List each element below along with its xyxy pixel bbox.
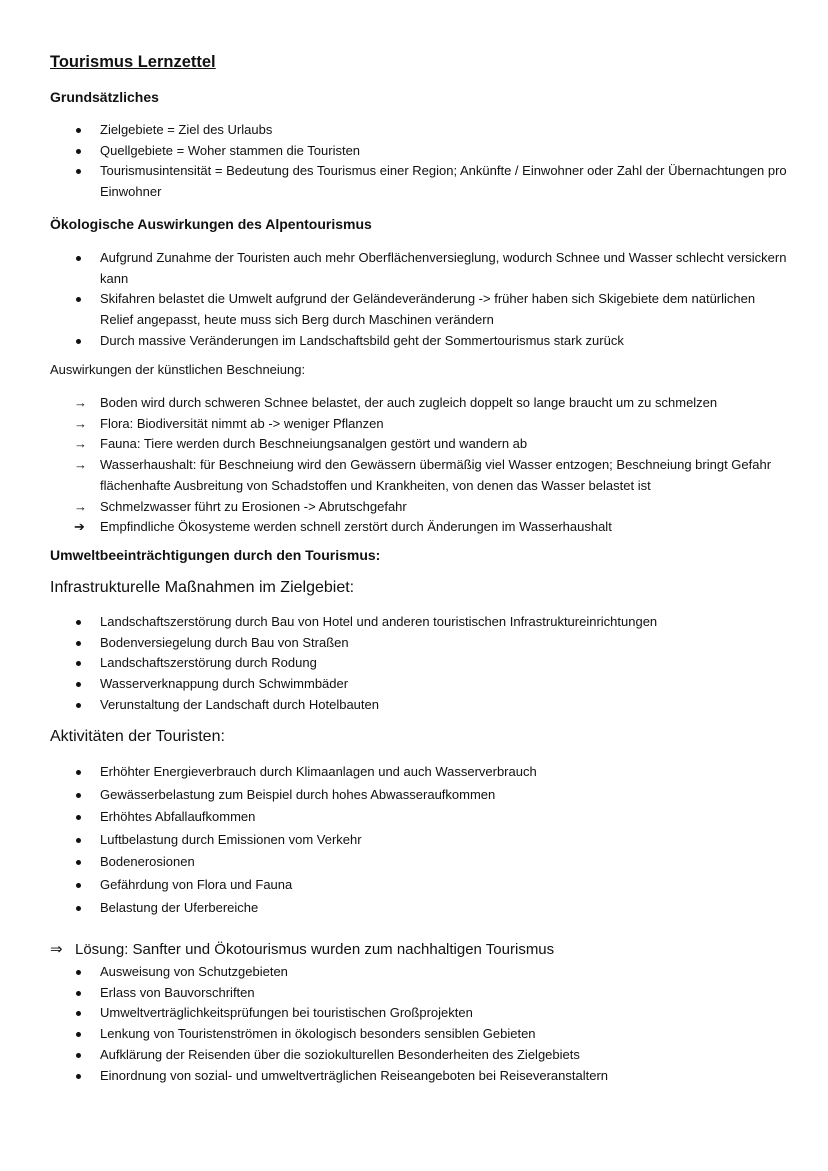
- bold-arrow-icon: ➔: [74, 519, 85, 535]
- heading-oekologisch: Ökologische Auswirkungen des Alpentourismus: [50, 216, 372, 232]
- list-item: Erhöhtes Abfallaufkommen: [100, 809, 256, 825]
- list-item: Landschaftszerstörung durch Bau von Hotel und anderen touristischen Infrastruktureinrichtungen: [100, 614, 658, 629]
- list-item: Wasserverknappung durch Schwimmbäder: [100, 676, 349, 692]
- list-item: Ausweisung von Schutzgebieten: [100, 964, 288, 979]
- heading-aktivitaeten: Aktivitäten der Touristen:: [50, 728, 225, 745]
- list-item: Landschaftszerstörung durch Rodung: [100, 655, 317, 671]
- list-item: → Boden wird durch schweren Schnee belastet, der auch zugleich doppelt so lange braucht um zu schmelzen: [50, 393, 788, 414]
- list-item: Luftbelastung durch Emissionen vom Verkehr: [100, 831, 362, 847]
- list-item: Lenkung von Touristenströmen in ökologisch besonders sensiblen Gebieten: [100, 1026, 536, 1042]
- list-item: Erhöhter Energieverbrauch durch Klimaanlagen und auch Wasserverbrauch: [100, 764, 537, 779]
- list-item: Tourismusintensität = Bedeutung des Tourismus einer Region; Ankünfte / Einwohner oder Zahl der Übernachtungen pro Einwohner: [100, 163, 787, 200]
- heading-infrastruktur: Infrastrukturelle Maßnahmen im Zielgebiet:: [50, 579, 355, 596]
- label-beschneiung: Auswirkungen der künstlichen Beschneiung:: [50, 362, 306, 377]
- list-item: ➔ Empfindliche Ökosysteme werden schnell zerstört durch Änderungen im Wasserhaushalt: [50, 517, 788, 538]
- list-aktivitaeten: [50, 761, 788, 919]
- arrow-icon: →: [74, 395, 87, 410]
- list-item: → Flora: Biodiversität nimmt ab -> weniger Pflanzen: [50, 414, 788, 435]
- arrow-icon: →: [74, 457, 87, 473]
- list-item: Belastung der Uferbereiche: [100, 899, 259, 915]
- list-item: Gefährdung von Flora und Fauna: [100, 876, 293, 892]
- list-grundsaetzliches: [50, 120, 788, 203]
- list-item: Umweltverträglichkeitsprüfungen bei touristischen Großprojekten: [100, 1005, 473, 1021]
- list-item: Einordnung von sozial- und umweltverträglichen Reiseangeboten bei Reiseveranstaltern: [100, 1067, 609, 1083]
- list-item: Gewässerbelastung zum Beispiel durch hohes Abwasseraufkommen: [100, 786, 496, 802]
- list-item: Erlass von Bauvorschriften: [100, 984, 255, 1000]
- list-item: Zielgebiete = Ziel des Urlaubs: [100, 122, 273, 137]
- arrow-icon: →: [74, 415, 87, 431]
- list-item: → Wasserhaushalt: für Beschneiung wird den Gewässern übermäßig viel Wasser entzogen; Beschneiung bringt Gefahr flächenhafte Ausbreitung von Schadstoffen und Krankheiten, von denen das Wasser belastet ist: [74, 457, 772, 493]
- list-item: Aufklärung der Reisenden über die soziokulturellen Besonderheiten des Zielgebiets: [100, 1046, 580, 1062]
- list-item: Verunstaltung der Landschaft durch Hotelbauten: [100, 696, 379, 712]
- list-item: Aufgrund Zunahme der Touristen auch mehr Oberflächenversieglung, wodurch Schnee und Wasser schlecht versickern kann: [100, 250, 787, 286]
- heading-loesung: ⇒ Lösung: Sanfter und Ökotourismus wurden zum nachhaltigen Tourismus: [50, 940, 788, 961]
- arrow-icon: →: [74, 436, 87, 452]
- double-arrow-icon: ⇒: [50, 941, 63, 958]
- list-oekologisch: [50, 248, 788, 352]
- list-item: → Fauna: Tiere werden durch Beschneiungsanalgen gestört und wandern ab: [50, 434, 788, 455]
- loesung-heading-row: [50, 940, 788, 961]
- list-item: Quellgebiete = Woher stammen die Touristen: [100, 142, 361, 158]
- page-title: Tourismus Lernzettel: [50, 53, 216, 71]
- list-beschneiung: [50, 393, 788, 538]
- list-item: Bodenversiegelung durch Bau von Straßen: [100, 634, 349, 650]
- heading-grundsaetzliches: Grundsätzliches: [50, 89, 159, 105]
- list-infrastruktur: [50, 612, 788, 716]
- heading-umwelt: Umweltbeeinträchtigungen durch den Tourismus:: [50, 547, 381, 563]
- list-item: → Schmelzwasser führt zu Erosionen -> Abrutschgefahr: [50, 497, 788, 518]
- list-item: Skifahren belastet die Umwelt aufgrund der Geländeveränderung -> früher haben sich Skigebiete dem natürlichen Relief angepasst, heute muss sich Berg durch Maschinen verändern: [100, 291, 756, 328]
- list-item: Bodenerosionen: [100, 854, 195, 870]
- list-item: Durch massive Veränderungen im Landschaftsbild geht der Sommertourismus stark zurück: [100, 332, 624, 348]
- arrow-icon: →: [74, 498, 87, 514]
- list-loesung: [50, 962, 788, 1086]
